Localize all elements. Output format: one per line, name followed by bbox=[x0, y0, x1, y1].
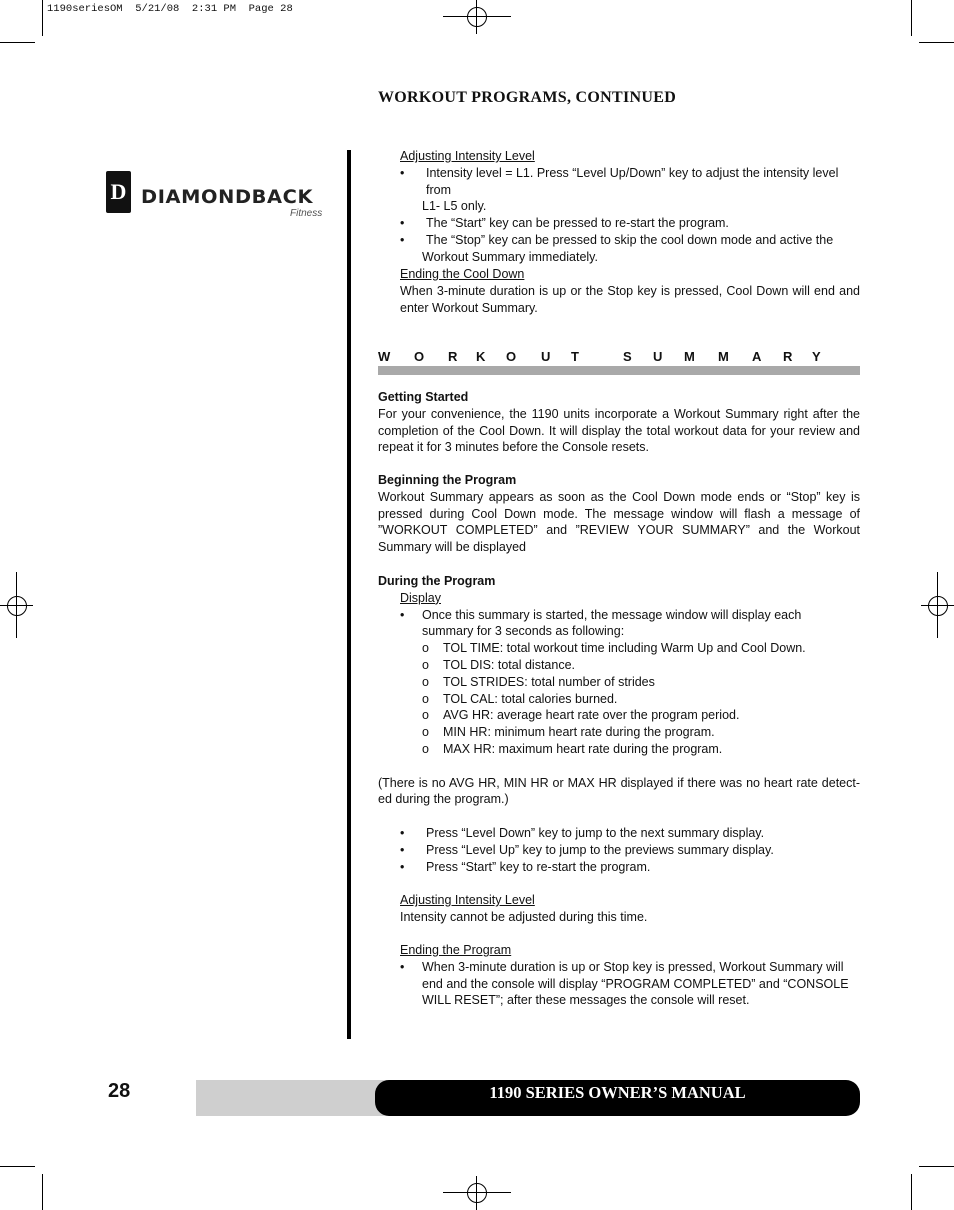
subheading: Adjusting Intensity Level bbox=[400, 149, 535, 163]
logo-subtitle: Fitness bbox=[290, 208, 323, 219]
list-item: • Press “Level Up” key to jump to the previews summary display. bbox=[400, 842, 774, 857]
sub-list-item: o AVG HR: average heart rate over the program period. bbox=[422, 708, 740, 723]
sub-list-item: o TOL DIS: total distance. bbox=[422, 657, 576, 672]
list-item: • When 3-minute duration is up or Stop key is pressed, Workout Summary will end and the console will display “PROGRAM COMPLETED” and “CONSOLE WILL RESET”; after these messages the console will reset. bbox=[400, 959, 849, 1008]
margin-rule bbox=[347, 150, 351, 1039]
subheading: Ending the Program bbox=[400, 943, 512, 957]
section-title-bar bbox=[378, 366, 860, 375]
list-item: • Press “Level Down” key to jump to the next summary display. bbox=[400, 825, 765, 840]
list-item: • Intensity level = L1. Press “Level Up/Down” key to adjust the intensity level from L1- L5 only. bbox=[400, 165, 839, 214]
subheading: During the Program bbox=[378, 574, 496, 588]
list-item: • The “Start” key can be pressed to re-start the program. bbox=[400, 216, 729, 231]
footer-title: 1190 SERIES OWNER’S MANUAL bbox=[489, 1083, 746, 1102]
sub-list-item: o TOL STRIDES: total number of strides bbox=[422, 674, 655, 689]
bullet-icon: • bbox=[400, 959, 405, 974]
list-item: • Once this summary is started, the message window will display each summary for 3 seconds as following: bbox=[400, 607, 802, 639]
subheading: Getting Started bbox=[378, 390, 469, 404]
page-header bbox=[378, 89, 676, 107]
ending-program-section bbox=[400, 942, 860, 1009]
footer-title-bar bbox=[375, 1080, 860, 1116]
print-slug: 1190seriesOM 5/21/08 2:31 PM Page 28 bbox=[47, 3, 293, 15]
list-item: • Press “Start” key to re-start the program. bbox=[400, 859, 651, 874]
during-program-section bbox=[378, 573, 860, 875]
getting-started-section: Getting Started For your convenience, the 1190 units incorporate a Workout Summary right after the completion of the Cool Down. It will display the total workout data for your review and repeat it for 3 minutes before the Console resets. bbox=[378, 390, 860, 455]
subheading: Adjusting Intensity Level bbox=[400, 893, 535, 907]
sub-list-item: o TOL TIME: total workout time including Warm Up and Cool Down. bbox=[422, 641, 806, 656]
adjusting-intensity-summary-section: Adjusting Intensity Level Intensity cannot be adjusted during this time. bbox=[400, 892, 860, 926]
ending-cooldown-section: Ending the Cool Down When 3-minute duration is up or the Stop key is pressed, Cool Down will end and enter Workout Summary. bbox=[400, 267, 860, 315]
note-text: (There is no AVG HR, MIN HR or MAX HR displayed if there was no heart rate detect- bbox=[378, 775, 860, 790]
subheading: Ending the Cool Down bbox=[400, 267, 525, 281]
subheading: Beginning the Program bbox=[378, 473, 517, 487]
sub-list-item: o MIN HR: minimum heart rate during the program. bbox=[422, 725, 715, 740]
logo-mark-icon: D bbox=[106, 171, 131, 213]
adjusting-intensity-section bbox=[400, 148, 860, 266]
bullet-icon: • bbox=[400, 232, 405, 247]
header-title: WORKOUT PROGRAMS, CONTINUED bbox=[378, 89, 677, 106]
bullet-icon: • bbox=[400, 216, 405, 231]
sub-list-item: o MAX HR: maximum heart rate during the program. bbox=[422, 741, 723, 756]
bullet-icon: • bbox=[400, 607, 405, 622]
logo-wordmark: DIAMONDBACK bbox=[141, 186, 314, 208]
note-text: ed during the program.) bbox=[378, 792, 509, 807]
bullet-icon: • bbox=[400, 165, 405, 180]
display-subheading: Display bbox=[400, 590, 441, 605]
beginning-program-section: Beginning the Program Workout Summary appears as soon as the Cool Down mode ends or “Stop” key is pressed during Cool Down mode. The message window will flash a message of ”WORKOUT COMPLETED” and ”REVIEW YOUR SUMMARY” and the Workout Summary will be displayed bbox=[378, 473, 860, 555]
sub-list-item: o TOL CAL: total calories burned. bbox=[422, 691, 618, 706]
list-item: • The “Stop” key can be pressed to skip the cool down mode and active the Workout Summary immediately. bbox=[400, 232, 834, 264]
page-number: 28 bbox=[108, 1080, 131, 1102]
